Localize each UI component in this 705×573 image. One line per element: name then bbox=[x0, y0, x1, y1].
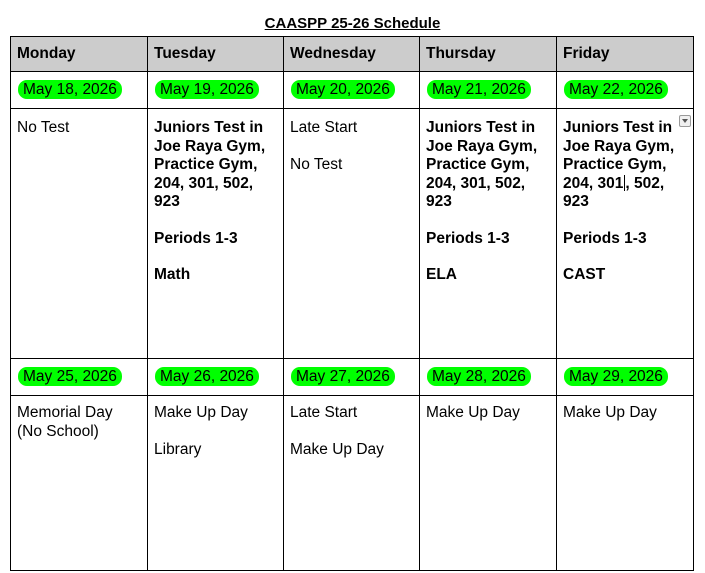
header-tuesday: Tuesday bbox=[148, 37, 284, 72]
cell-text: No Test bbox=[17, 119, 70, 136]
schedule-cell-wed[interactable] bbox=[284, 109, 420, 359]
date-cell[interactable] bbox=[148, 359, 284, 396]
date-cell[interactable] bbox=[284, 359, 420, 396]
location-text: Practice Gym, bbox=[563, 156, 667, 173]
location-text: Juniors Test in bbox=[563, 119, 673, 136]
location-text: 923 bbox=[426, 193, 452, 210]
date-highlight: May 21, 2026 bbox=[427, 80, 531, 99]
cell-text: Make Up Day bbox=[154, 404, 248, 421]
subject-text: Math bbox=[154, 266, 191, 283]
date-cell[interactable] bbox=[557, 359, 694, 396]
cell-text: Make Up Day bbox=[563, 404, 657, 421]
date-highlight: May 25, 2026 bbox=[18, 367, 122, 386]
location-text: Practice Gym, bbox=[426, 156, 530, 173]
cell-text: Memorial Day bbox=[17, 404, 113, 421]
date-highlight: May 27, 2026 bbox=[291, 367, 395, 386]
cell-text: Late Start bbox=[290, 119, 358, 136]
schedule-cell-thu[interactable] bbox=[420, 396, 557, 571]
cell-text: Make Up Day bbox=[290, 440, 384, 458]
header-wednesday: Wednesday bbox=[284, 37, 420, 72]
header-monday: Monday bbox=[11, 37, 148, 72]
date-highlight: May 18, 2026 bbox=[18, 80, 122, 99]
location-text: , 502, bbox=[625, 174, 665, 192]
header-row bbox=[11, 37, 694, 72]
cell-text: No Test bbox=[290, 155, 343, 173]
header-friday: Friday bbox=[557, 37, 694, 72]
date-cell[interactable] bbox=[11, 359, 148, 396]
location-text: 204, 301 bbox=[563, 174, 624, 192]
cell-text: (No School) bbox=[17, 422, 99, 440]
week2-content-row bbox=[11, 396, 694, 571]
week1-content-row bbox=[11, 109, 694, 359]
date-highlight: May 28, 2026 bbox=[427, 367, 531, 386]
periods-text: Periods 1-3 bbox=[154, 229, 238, 247]
location-text: Joe Raya Gym, bbox=[563, 137, 675, 155]
location-text: 204, 301, 502, bbox=[426, 174, 526, 192]
date-cell[interactable] bbox=[420, 72, 557, 109]
location-text: 923 bbox=[154, 193, 180, 210]
location-text: Practice Gym, bbox=[154, 156, 258, 173]
location-text: 204, 301, 502, bbox=[154, 174, 254, 192]
date-cell[interactable] bbox=[420, 359, 557, 396]
cell-text: Make Up Day bbox=[426, 404, 520, 421]
date-cell[interactable] bbox=[557, 72, 694, 109]
subject-text: ELA bbox=[426, 266, 457, 283]
location-text: Joe Raya Gym, bbox=[154, 137, 266, 155]
date-highlight: May 29, 2026 bbox=[564, 367, 668, 386]
cell-text: Library bbox=[154, 440, 202, 458]
subject-text: CAST bbox=[563, 266, 606, 283]
schedule-cell-fri[interactable] bbox=[557, 109, 694, 359]
schedule-cell-thu[interactable] bbox=[420, 109, 557, 359]
schedule-cell-mon[interactable] bbox=[11, 396, 148, 571]
date-cell[interactable] bbox=[148, 72, 284, 109]
periods-text: Periods 1-3 bbox=[426, 229, 510, 247]
schedule-table bbox=[10, 36, 694, 571]
location-text: Juniors Test in bbox=[426, 119, 536, 136]
cell-text: Late Start bbox=[290, 404, 358, 421]
date-highlight: May 26, 2026 bbox=[155, 367, 259, 386]
periods-text: Periods 1-3 bbox=[563, 229, 647, 247]
date-highlight: May 22, 2026 bbox=[564, 80, 668, 99]
schedule-cell-tue[interactable] bbox=[148, 109, 284, 359]
header-thursday: Thursday bbox=[420, 37, 557, 72]
date-cell[interactable] bbox=[284, 72, 420, 109]
date-highlight: May 20, 2026 bbox=[291, 80, 395, 99]
location-text: 923 bbox=[563, 193, 589, 210]
location-text: Juniors Test in bbox=[154, 119, 264, 136]
location-line-with-cursor bbox=[563, 175, 687, 194]
schedule-cell-wed[interactable] bbox=[284, 396, 420, 571]
week1-date-row bbox=[11, 72, 694, 109]
week2-date-row bbox=[11, 359, 694, 396]
date-cell[interactable] bbox=[11, 72, 148, 109]
date-highlight: May 19, 2026 bbox=[155, 80, 259, 99]
schedule-cell-mon[interactable] bbox=[11, 109, 148, 359]
location-text: Joe Raya Gym, bbox=[426, 137, 538, 155]
schedule-cell-tue[interactable] bbox=[148, 396, 284, 571]
document-title: CAASPP 25-26 Schedule bbox=[264, 15, 441, 32]
dropdown-arrow-icon[interactable] bbox=[679, 115, 691, 127]
schedule-cell-fri[interactable] bbox=[557, 396, 694, 571]
